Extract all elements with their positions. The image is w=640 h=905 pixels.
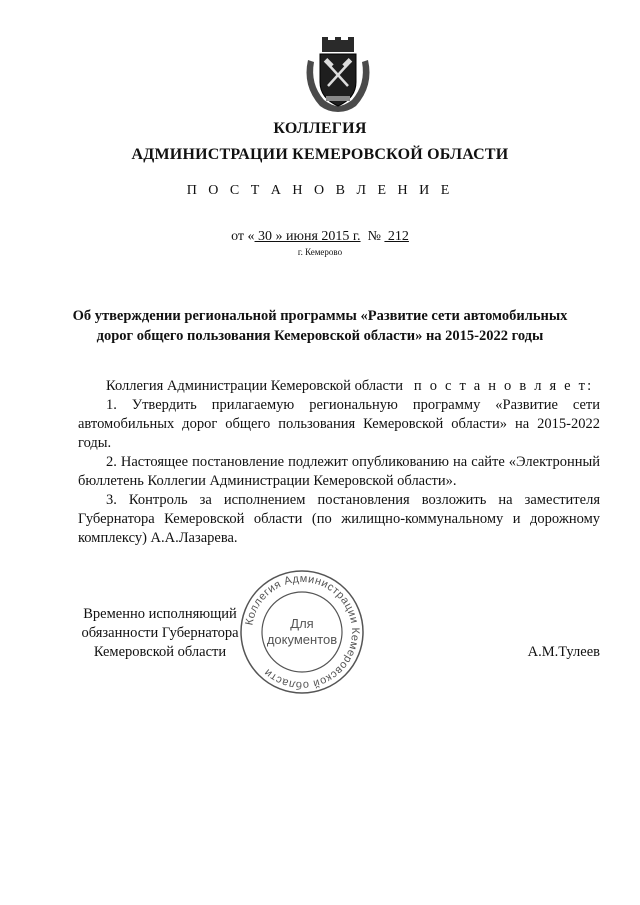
resolution-body (78, 377, 600, 548)
item-1: 1. Утвердить прилагаемую региональную программу «Развитие сети автомобильных дорог общего пользования Кемеровской области» на 2015-2022 годы. (78, 397, 600, 451)
date-month-year: » июня 2015 г. (275, 229, 361, 244)
org-name-line2: АДМИНИСТРАЦИИ КЕМЕРОВСКОЙ ОБЛАСТИ (131, 146, 509, 163)
stamp-ring-text: Коллегия Администрации Кемеровской области (243, 572, 362, 692)
stamp-seal-icon (238, 568, 366, 696)
city: г. Кемерово (297, 247, 343, 257)
date-day: 30 (254, 229, 276, 244)
official-stamp (238, 568, 366, 696)
signatory-line1: Временно исполняющий (83, 606, 237, 622)
title-line2: дорог общего пользования Кемеровской области» на 2015-2022 годы (96, 328, 544, 344)
signatory-title (76, 605, 244, 662)
signatory-line2: обязанности Губернатора (81, 625, 239, 641)
resolution-title (0, 306, 640, 346)
item-3: 3. Контроль за исполнением постановления возложить на заместителя Губернатора Кемеровской области (по жилищно-коммунальному и дорожному комплексу) А.А.Лазарева. (78, 492, 600, 546)
coat-of-arms (298, 36, 378, 116)
document-number: 212 (384, 229, 409, 244)
title-line1: Об утверждении региональной программы «Развитие сети автомобильных (72, 308, 568, 324)
date-prefix: от « (231, 229, 255, 244)
item-2: 2. Настоящее постановление подлежит опубликованию на сайте «Электронный бюллетень Коллегии Администрации Кемеровской области». (78, 454, 600, 489)
kemerovo-coat-of-arms-icon (298, 36, 378, 116)
intro-paragraph (78, 377, 600, 396)
intro-verb: п о с т а н о в л я е т: (413, 378, 594, 394)
number-sign: № (367, 229, 381, 244)
stamp-center-line2: документов (266, 632, 338, 647)
date-line (0, 229, 640, 245)
intro-text: Коллегия Администрации Кемеровской области (106, 378, 404, 394)
stamp-center-line1: Для (290, 616, 314, 631)
document-type: П О С Т А Н О В Л Е Н И Е (186, 183, 454, 198)
signatory-name: А.М.Тулеев (527, 644, 600, 660)
signatory-line3: Кемеровской области (93, 644, 227, 660)
org-name-line1: КОЛЛЕГИЯ (273, 120, 367, 137)
